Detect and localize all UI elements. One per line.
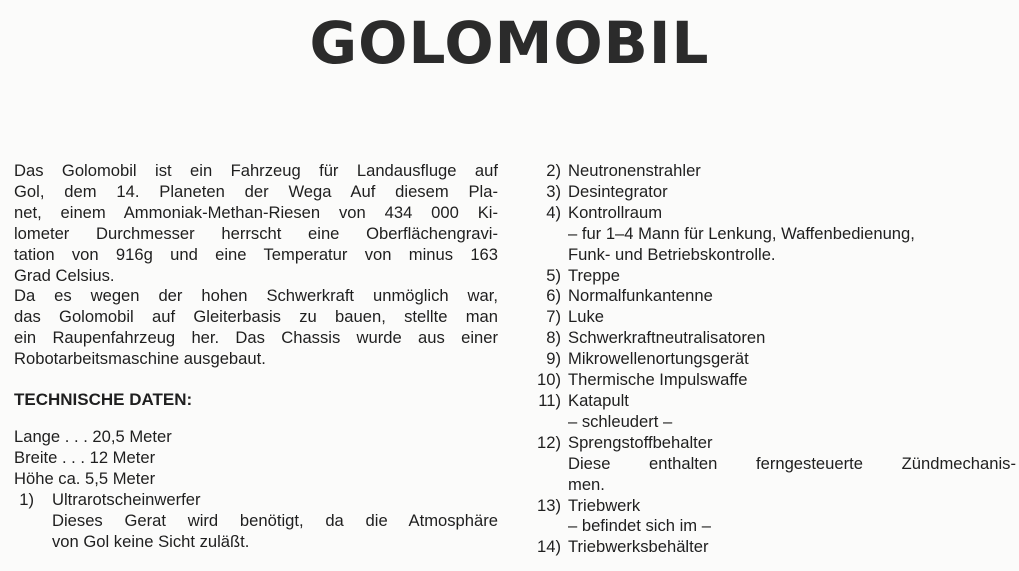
item-number: 9) [546,349,561,369]
intro-line: Das Golomobil ist ein Fahrzeug für Landausfluge auf [14,161,498,180]
item-number: 14) [537,537,561,557]
intro-line: tation von 916g und eine Temperatur von minus 163 [14,244,498,264]
right-column [528,161,1016,558]
item-label: Mikrowellenortungsgerät [568,349,749,369]
spec-length: Lange . . . 20,5 Meter [14,426,172,446]
spec-height: Höhe ca. 5,5 Meter [14,468,156,488]
item-number: 6) [546,286,561,306]
item-label: Schwerkraftneutralisatoren [568,328,766,348]
page-title: GOLOMOBIL [309,9,710,77]
intro-line: Grad Celsius. [14,265,115,285]
item-label: Neutronenstrahler [568,161,701,180]
item-label: Kontrollraum [568,202,663,222]
list-item [528,349,1016,370]
intro-line: Gol, dem 14. Planeten der Wega Auf diesem Pla- [14,181,498,201]
intro-line: ein Raupenfahrzeug her. Das Chassis wurde aus einer [14,328,498,348]
item-label: Katapult [568,390,629,410]
list-item [14,490,498,553]
item-description: – schleudert – [568,411,673,431]
list-item [528,537,1016,558]
item-number: 10) [537,370,561,390]
item-number: 11) [538,390,561,410]
item-label: Treppe [568,265,620,285]
list-item [528,496,1016,538]
item-number: 4) [546,202,561,222]
item-label: Triebwerksbehälter [568,537,709,557]
intro-line: das Golomobil auf Gleiterbasis zu bauen, stellte man [14,307,498,327]
list-item [528,203,1016,266]
item-label: Luke [568,307,604,327]
list-item [528,182,1016,203]
left-column [14,161,498,552]
spec-width: Breite . . . 12 Meter [14,447,156,467]
item-number: 7) [546,307,561,327]
item-description: Dieses Gerat wird benötigt, da die Atmosphäre [52,510,498,530]
item-description: von Gol keine Sicht zuläßt. [52,531,250,551]
item-number: 3) [546,181,561,201]
item-label: Sprengstoffbehalter [568,432,713,452]
item-label: Desintegrator [568,181,668,201]
intro-line: Robotarbeitsmaschine ausgebaut. [14,349,266,369]
item-label: Normalfunkantenne [568,286,713,306]
item-number: 12) [537,432,561,452]
item-number: 1) [19,489,34,509]
intro-paragraph [14,161,498,370]
item-description: – befindet sich im – [568,516,711,536]
intro-line: net, einem Ammoniak-Methan-Riesen von 434 000 Ki- [14,202,498,222]
list-item [528,266,1016,287]
item-label: Ultrarotscheinwerfer [52,489,201,509]
intro-line: Da es wegen der hohen Schwerkraft unmöglich war, [14,286,498,306]
item-label: Triebwerk [568,495,641,515]
list-item [528,161,1016,182]
item-description: Funk- und Betriebskontrolle. [568,244,776,264]
item-number: 13) [537,495,561,515]
list-item [528,433,1016,496]
item-description: Diese enthalten ferngesteuerte Zündmechanis- [568,453,1016,473]
item-number: 8) [546,328,561,348]
list-item [528,391,1016,433]
item-description: men. [568,474,605,494]
item-number: 2) [546,161,561,180]
list-item [528,370,1016,391]
item-number: 5) [546,265,561,285]
intro-line: lometer Durchmesser herrscht eine Oberflächengravi- [14,223,498,243]
list-item [528,328,1016,349]
item-label: Thermische Impulswaffe [568,370,748,390]
list-item [528,307,1016,328]
item-description: – fur 1–4 Mann für Lenkung, Waffenbedienung, [568,223,915,243]
tech-data-heading: TECHNISCHE DATEN: [14,390,193,410]
list-item [528,286,1016,307]
